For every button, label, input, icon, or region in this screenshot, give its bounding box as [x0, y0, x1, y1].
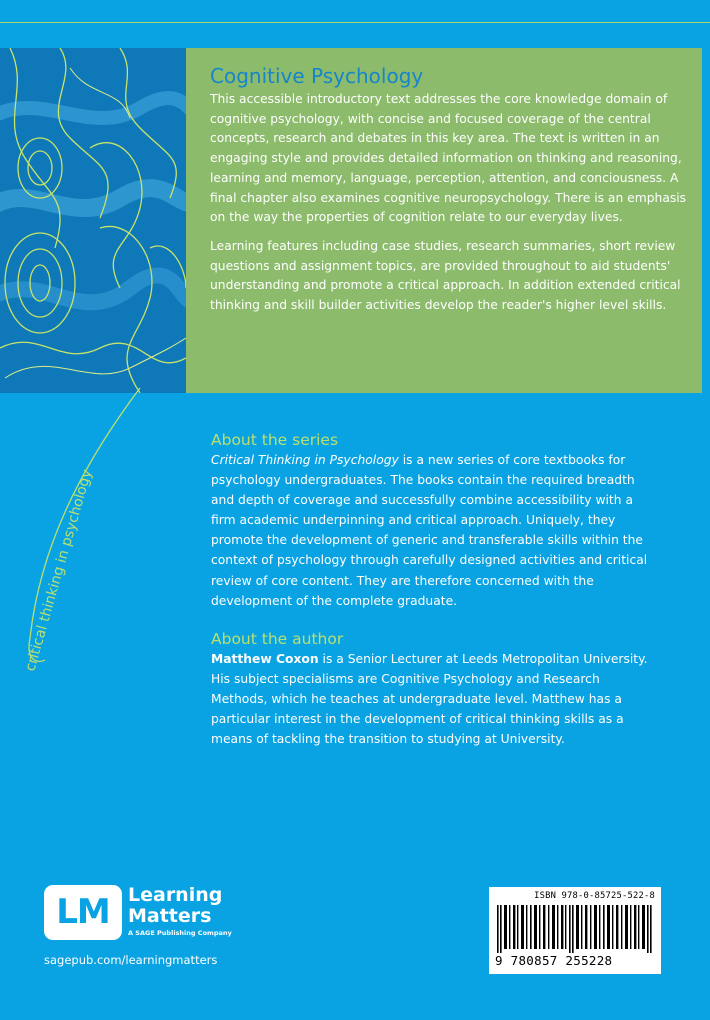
- author-name: Matthew Coxon: [211, 651, 319, 666]
- description-panel: [186, 48, 702, 393]
- book-title: Cognitive Psychology: [210, 64, 424, 88]
- publisher-url[interactable]: sagepub.com/learningmatters: [44, 953, 218, 967]
- isbn-digits: 9 780857 255228: [495, 953, 613, 968]
- series-tagline-text: critical thinking in psychology: [22, 467, 96, 674]
- isbn-barcode: [489, 887, 661, 974]
- series-heading: About the series: [211, 431, 339, 449]
- author-heading: About the author: [211, 629, 344, 648]
- barcode-bars: [495, 905, 655, 953]
- publisher-name: Learning Matters: [128, 884, 223, 927]
- isbn-label: ISBN 978-0-85725-522-8: [534, 891, 655, 901]
- series-name: Critical Thinking in Psychology: [211, 453, 399, 467]
- author-paragraph: [211, 649, 658, 749]
- blurb-paragraph-1: This accessible introductory text addresses the core knowledge domain of cognitive psychology, with concise and focused coverage of the central concepts, research and debates in this key area. The text is written in an engaging style and provides detailed information on thinking and reasoning, learning and memory, language, perception, attention, and conciousness. A final chapter also examines cognitive neuropsychology. There is an emphasis on the way the properties of cognition relate to our everyday lives.: [210, 92, 687, 225]
- author-text: is a Senior Lecturer at Leeds Metropolitan University. His subject specialisms are Cognitive Psychology and Research Methods, which he teaches at undergraduate level. Matthew has a particular interest in the development of critical thinking skills as a means of tackling the transition to studying at University.: [211, 651, 648, 747]
- svg-text:critical thinking in psycholog: [22, 468, 95, 673]
- series-tagline: [0, 388, 200, 718]
- series-text: is a new series of core textbooks for psychology undergraduates. The books contain the required breadth and depth of coverage and successfully combine accessibility with a firm academic underpinning and critical approach. Uniquely, they promote the development of generic and transferable skills within the context of psychology through carefully designed activities and critical review of core content. They are therefore concerned with the development of the complete graduate.: [211, 453, 648, 608]
- series-paragraph: [211, 450, 658, 611]
- back-cover-text: [211, 430, 658, 749]
- cover-artwork: [0, 48, 186, 393]
- blurb-paragraph-2: Learning features including case studies, research summaries, short review questions and assignment topics, are provided throughout to aid students' understanding and promote a critical approach. In addition extended critical thinking and skill builder activities develop the reader's higher level skills.: [210, 238, 681, 313]
- publisher-subtitle: A SAGE Publishing Company: [128, 929, 232, 937]
- publisher-logo: [44, 885, 244, 945]
- logo-mark: LM: [44, 885, 122, 940]
- top-rule: [0, 22, 710, 23]
